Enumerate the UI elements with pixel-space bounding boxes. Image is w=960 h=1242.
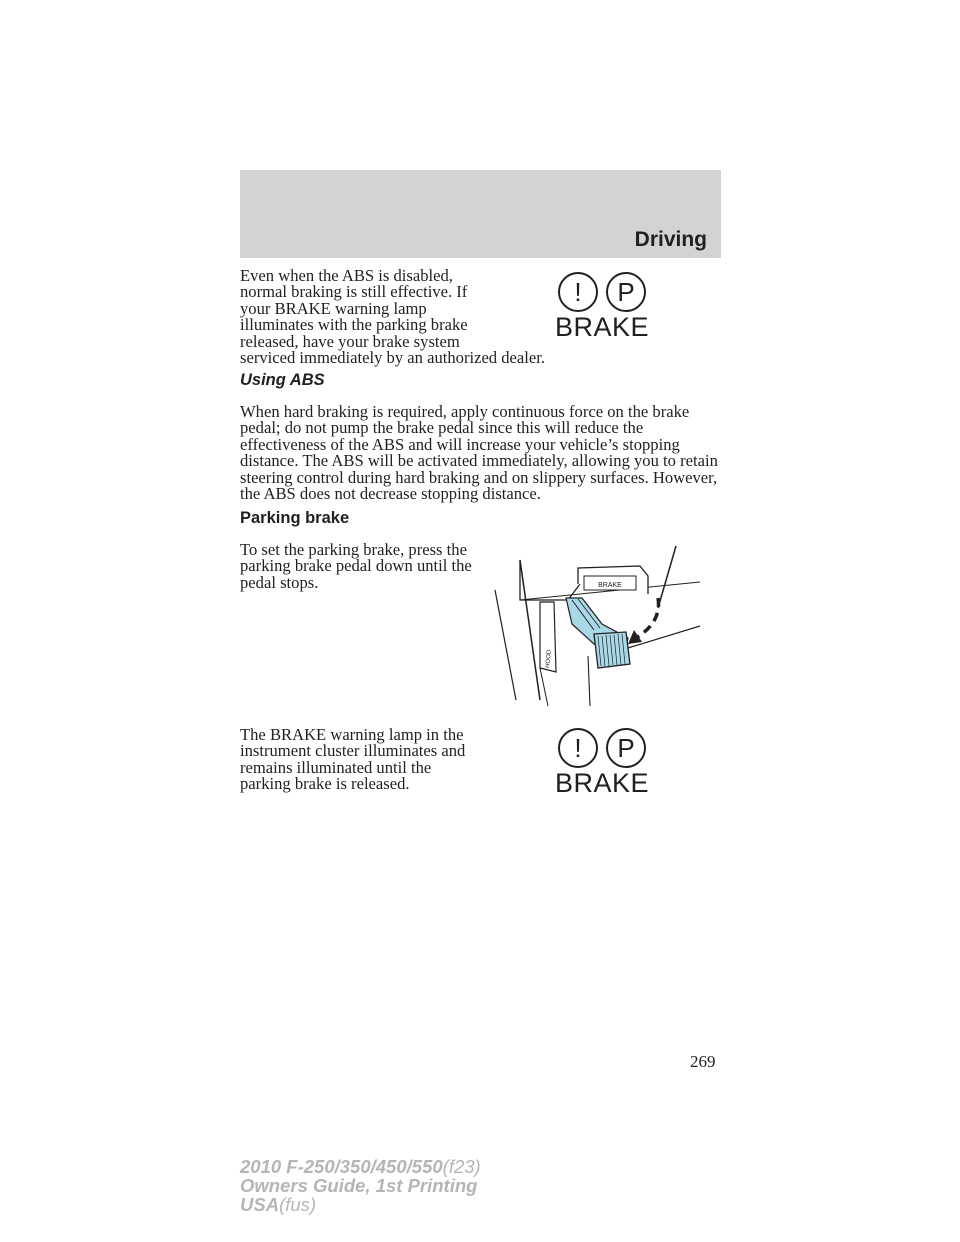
footer-model-code: (f23) [442, 1156, 481, 1177]
page-number: 269 [690, 1052, 716, 1071]
exclamation-circle-icon: ! [558, 272, 598, 312]
abs-disabled-paragraph: Even when the ABS is disabled, normal braking is still effective. If your BRAKE warning lamp illuminates with the parking brake released, have your brake system serviced immediately by an authorized dealer. [240, 266, 546, 368]
footer-model: 2010 F-250/350/450/550 [240, 1156, 443, 1177]
parking-p-circle-icon: P [606, 728, 646, 768]
footer-guide: Owners Guide, 1st Printing [240, 1175, 478, 1196]
footer [240, 1157, 481, 1214]
hood-release-label: HOOD [545, 649, 553, 669]
brake-lamp-label: BRAKE [554, 768, 650, 798]
exclamation-circle-icon: ! [558, 728, 598, 768]
footer-market: USA [240, 1194, 280, 1215]
brake-warning-lamp-icon-2 [544, 728, 660, 798]
using-abs-paragraph: When hard braking is required, apply continuous force on the brake pedal; do not pump the brake pedal since this will reduce the effectiveness of the ABS and will increase your vehicle’s stopping distance. The ABS will be activated immediately, allowing you to retain steering control during hard braking and on slippery surfaces. However, the ABS does not decrease stopping distance. [240, 402, 718, 504]
parking-brake-pedal-illustration [490, 540, 710, 710]
brake-lamp-paragraph: The BRAKE warning lamp in the instrument cluster illuminates and remains illuminated until the parking brake is released. [240, 725, 466, 794]
section-header-bar [240, 170, 721, 258]
parking-brake-heading: Parking brake [240, 509, 350, 527]
parking-p-circle-icon: P [606, 272, 646, 312]
using-abs-heading: Using ABS [240, 371, 325, 389]
set-parking-brake-paragraph: To set the parking brake, press the parking brake pedal down until the pedal stops. [240, 540, 472, 592]
release-brake-label: BRAKE [598, 582, 622, 589]
brake-warning-lamp-icon [544, 272, 660, 342]
section-title: Driving [634, 228, 707, 251]
brake-lamp-label: BRAKE [554, 312, 650, 342]
footer-market-code: (fus) [279, 1194, 317, 1215]
